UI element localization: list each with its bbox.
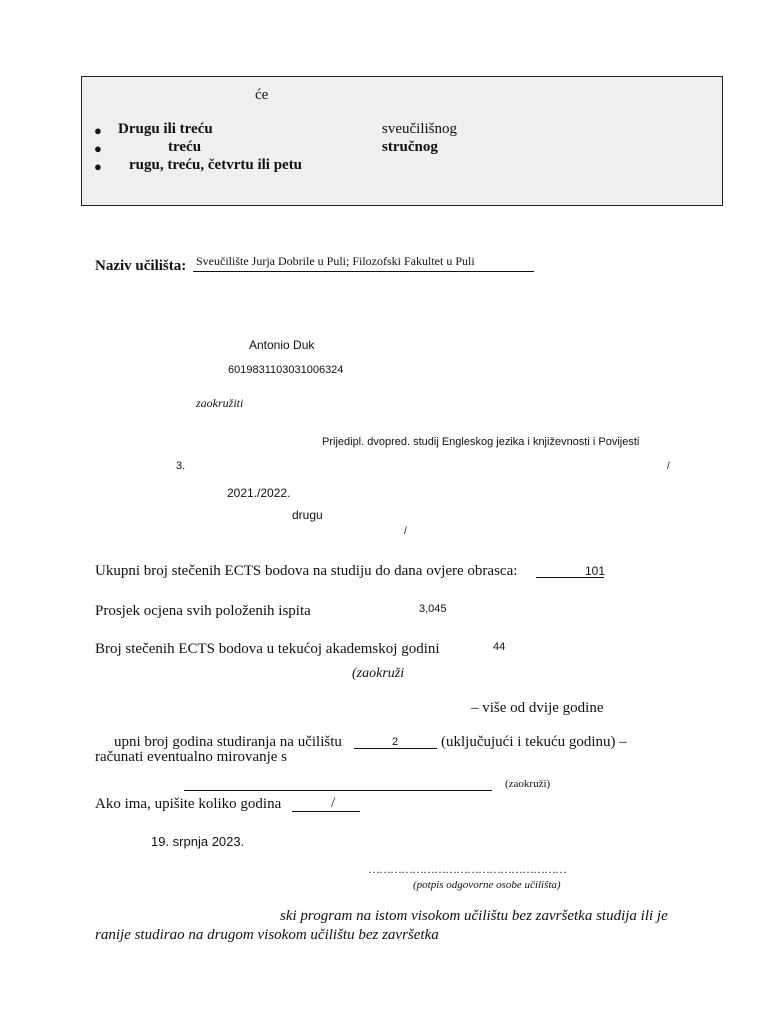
- date: 19. srpnja 2023.: [151, 834, 245, 849]
- if-any-underline: [292, 811, 360, 812]
- circle-note-3: (zaokruži): [505, 778, 551, 790]
- academic-year: 2021./2022.: [227, 486, 291, 500]
- signature-caption: (potpis odgovorne osobe učilišta): [413, 879, 561, 891]
- info-box-top-text: će: [255, 87, 269, 103]
- bullet-1-right: sveučilišnog: [382, 121, 457, 137]
- bullet-3-left: rugu, treću, četvrtu ili petu: [129, 157, 303, 173]
- institution-underline: [193, 271, 534, 272]
- ects-current-label: Broj stečenih ECTS bodova u tekućoj akademskoj godini: [95, 641, 440, 657]
- student-id-number: 6019831103031006324: [228, 364, 344, 376]
- year-number: 3.: [176, 460, 186, 472]
- slash-mark: /: [667, 461, 670, 472]
- gpa-value: 3,045: [419, 603, 447, 615]
- ects-current-value: 44: [493, 641, 506, 653]
- if-any-value: /: [331, 795, 336, 811]
- years-studying-note: (uključujući i tekuću godinu) –: [441, 734, 627, 750]
- ects-total-underline: [536, 577, 604, 578]
- ects-total-value: 101: [585, 564, 606, 578]
- years-studying-underline: [354, 748, 437, 749]
- years-studying-label: upni broj godina studiranja na učilištu: [114, 734, 342, 750]
- ects-total-label: Ukupni broj stečenih ECTS bodova na studiju do dana ovjere obrasca:: [95, 563, 518, 579]
- institution-value: Sveučilište Jurja Dobrile u Puli; Filozofski Fakultet u Puli: [196, 254, 475, 268]
- years-studying-value: 2: [392, 736, 399, 748]
- bullet-icon: ●: [94, 123, 102, 138]
- bullet-icon: ●: [94, 159, 102, 174]
- bullet-icon: ●: [94, 141, 102, 156]
- circle-note-2: (zaokruži: [352, 666, 405, 681]
- more-than-two-years: – više od dvije godine: [471, 700, 604, 716]
- circle-note: zaokružiti: [196, 396, 244, 410]
- slash-mark: /: [404, 526, 407, 537]
- enrollment-count: drugu: [292, 508, 323, 522]
- blank-underline: [184, 790, 492, 791]
- years-studying-line2: računati eventualno mirovanje s: [95, 749, 288, 765]
- bullet-2-right: stručnog: [382, 139, 438, 155]
- student-name: Antonio Duk: [249, 338, 315, 352]
- bullet-1-left: Drugu ili treću: [118, 121, 213, 137]
- signature-line: ………………………………………………: [368, 862, 566, 876]
- if-any-label: Ako ima, upišite koliko godina: [95, 796, 282, 812]
- info-box: [81, 76, 723, 206]
- footnote-line1: ski program na istom visokom učilištu bez završetka studija ili je: [280, 908, 668, 924]
- footnote-line2: ranije studirao na drugom visokom učilištu bez završetka: [95, 927, 439, 943]
- institution-label: Naziv učilišta:: [95, 258, 187, 274]
- gpa-label: Prosjek ocjena svih položenih ispita: [95, 603, 311, 619]
- bullet-2-left: treću: [168, 139, 202, 155]
- study-program: Prijedipl. dvopred. studij Engleskog jezika i književnosti i Povijesti: [322, 436, 640, 448]
